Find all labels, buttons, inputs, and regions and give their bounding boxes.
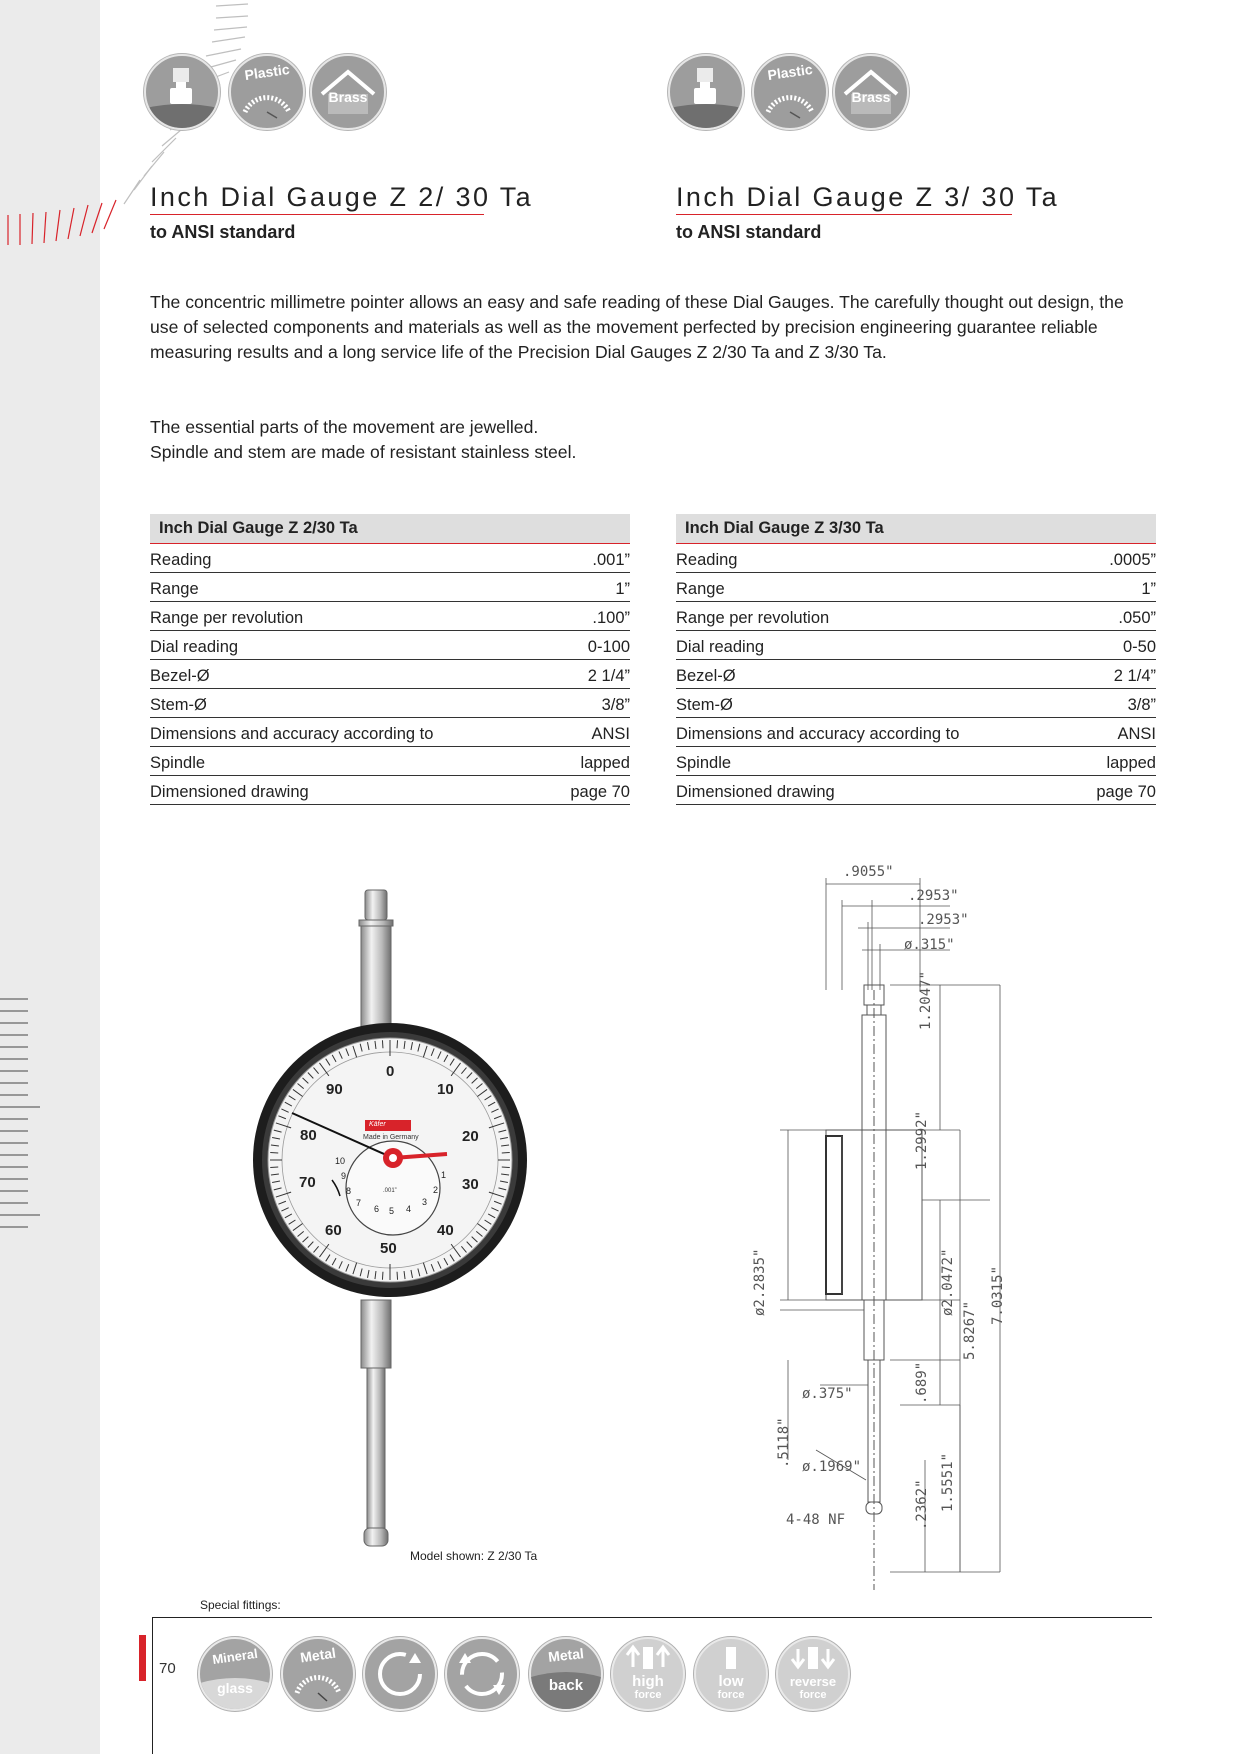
row-value: 3/8” (1127, 696, 1156, 714)
metal-bezel-icon (281, 1637, 355, 1711)
brass-label: Brass (328, 89, 368, 105)
title-underline (150, 214, 484, 215)
row-label: Dial reading (150, 638, 239, 656)
fit-label: force (634, 1689, 662, 1701)
dial-number-40: 40 (437, 1222, 454, 1239)
product-subtitle-z3: to ANSI standard (676, 222, 822, 242)
dial-number-50: 50 (380, 1240, 397, 1257)
spec-table-z3 (676, 514, 1156, 805)
row-value: lapped (580, 754, 630, 772)
row-label: Stem-Ø (676, 696, 733, 714)
dial-gauge-photo (240, 880, 560, 1570)
dial-tick (270, 1167, 278, 1168)
dim-label: ø2.0472" (940, 1248, 956, 1316)
spec-table-title: Inch Dial Gauge Z 3/30 Ta (676, 514, 1156, 544)
row-label: Reading (676, 551, 738, 569)
dim-label: 4-48 NF (786, 1512, 846, 1528)
high-force-icon (611, 1637, 685, 1711)
reading-mark-text: .001” (383, 1188, 397, 1194)
table-row (150, 776, 630, 805)
small-number-7: 7 (356, 1198, 362, 1208)
fit-label: force (799, 1689, 827, 1701)
left-scale-ticks (0, 995, 45, 1235)
dim-label: .2953" (918, 912, 969, 928)
row-value: 2 1/4” (1113, 667, 1156, 685)
mineral-glass-icon (198, 1637, 272, 1711)
product-title-z2: Inch Dial Gauge Z 2/ 30 Ta (150, 182, 534, 212)
small-number-8: 8 (346, 1186, 352, 1196)
row-label: Dimensioned drawing (676, 783, 835, 801)
row-value: lapped (1106, 754, 1156, 772)
fit-label: low (718, 1673, 744, 1690)
dimensioned-drawing (760, 860, 1040, 1590)
brand-text: Käfer (369, 1121, 386, 1128)
dim-label: .2953" (908, 888, 959, 904)
footer-rule (152, 1617, 1152, 1618)
description-paragraph-1: The concentric millimetre pointer allows an easy and safe reading of these Dial Gauges. The carefully thought out design, the use of selected components and materials as well as the movement perfected by precision engineering guarantee reliable measuring results and a long service life of the Precision Dial Gauges Z 2/30 Ta and Z 3/30 Ta. (150, 292, 1124, 362)
description-line-jewelled: The essential parts of the movement are jewelled. (150, 417, 539, 437)
left-margin-band (0, 0, 100, 1754)
dim-label: ø.375" (802, 1386, 853, 1402)
small-number-10: 10 (335, 1156, 346, 1166)
row-label: Dimensions and accuracy according to (676, 725, 960, 743)
row-value: .050” (1118, 609, 1156, 627)
dial-tick (382, 1040, 383, 1048)
dim-label: ø.1969" (802, 1459, 862, 1475)
small-number-6: 6 (374, 1204, 380, 1214)
dial-tick (502, 1152, 510, 1153)
row-label: Bezel-Ø (676, 667, 736, 685)
table-row (676, 747, 1156, 776)
row-label: Dimensions and accuracy according to (150, 725, 434, 743)
row-value: 3/8” (601, 696, 630, 714)
dial-number-20: 20 (462, 1128, 479, 1145)
dim-label: 1.5551" (940, 1452, 956, 1512)
dim-label: .9055" (843, 864, 894, 880)
dial-number-0: 0 (386, 1063, 395, 1080)
dim-label: .689" (914, 1361, 930, 1404)
fit-label: Metal (547, 1645, 585, 1665)
dim-label: .2362" (914, 1479, 930, 1530)
dim-label: ø.315" (904, 937, 955, 953)
row-value: page 70 (1096, 783, 1156, 801)
dial-tick (397, 1040, 398, 1048)
table-row (676, 602, 1156, 631)
row-value: 1” (615, 580, 630, 598)
fit-label: back (548, 1677, 584, 1694)
row-label: Dial reading (676, 638, 765, 656)
row-value: 0-100 (587, 638, 630, 656)
dim-label: ø2.2835" (752, 1248, 768, 1316)
row-value: 1” (1141, 580, 1156, 598)
row-label: Range per revolution (150, 609, 304, 627)
row-label: Dimensioned drawing (150, 783, 309, 801)
small-number-9: 9 (341, 1171, 347, 1181)
dim-label: 7.0315" (990, 1265, 1006, 1325)
table-row (150, 689, 630, 718)
row-value: 0-50 (1122, 638, 1156, 656)
footer-rule-vertical (152, 1617, 153, 1754)
table-row (150, 631, 630, 660)
made-in-text: Made in Germany (363, 1134, 419, 1141)
dim-label: .5118" (776, 1417, 792, 1468)
table-row (150, 573, 630, 602)
dial-tick (502, 1167, 510, 1168)
table-row (150, 718, 630, 747)
description-line-stainless: Spindle and stem are made of resistant stainless steel. (150, 442, 577, 462)
dim-label: 1.2047" (918, 970, 934, 1030)
row-label: Spindle (150, 754, 206, 772)
small-number-2: 2 (433, 1185, 439, 1195)
dial-number-80: 80 (300, 1127, 317, 1144)
table-row (676, 660, 1156, 689)
dim-label: 1.2992" (914, 1110, 930, 1170)
product-subtitle-z2: to ANSI standard (150, 222, 296, 242)
table-row (676, 631, 1156, 660)
spec-table-z2 (150, 514, 630, 805)
dial-tick (270, 1152, 278, 1153)
small-number-5: 5 (389, 1206, 395, 1216)
brass-housing-icon (310, 54, 386, 130)
plastic-bezel-icon (229, 54, 305, 130)
stem-icon (144, 54, 220, 130)
table-row (150, 660, 630, 689)
row-label: Range (676, 580, 725, 598)
rotate-clockwise-icon (363, 1637, 437, 1711)
row-value: .001” (592, 551, 630, 569)
special-fittings-label: Special fittings: (200, 1598, 281, 1612)
table-row (676, 544, 1156, 573)
fit-label: force (717, 1689, 745, 1701)
row-value: ANSI (591, 725, 630, 743)
row-value: 2 1/4” (587, 667, 630, 685)
row-label: Stem-Ø (150, 696, 207, 714)
fit-label: Mineral (211, 1645, 259, 1668)
row-label: Reading (150, 551, 212, 569)
fit-label: glass (217, 1680, 253, 1696)
plastic-label: Plastic (766, 60, 814, 84)
row-label: Range per revolution (676, 609, 830, 627)
product-title-z3: Inch Dial Gauge Z 3/ 30 Ta (676, 182, 1060, 212)
row-label: Bezel-Ø (150, 667, 210, 685)
page-marker (139, 1635, 146, 1681)
row-value: .0005” (1109, 551, 1156, 569)
small-number-4: 4 (406, 1204, 412, 1214)
brass-label: Brass (851, 89, 891, 105)
small-number-3: 3 (422, 1197, 428, 1207)
dial-number-70: 70 (299, 1174, 316, 1191)
table-row (676, 689, 1156, 718)
row-label: Spindle (676, 754, 732, 772)
page-number: 70 (159, 1660, 176, 1677)
stem-icon (668, 54, 744, 130)
table-row (150, 544, 630, 573)
title-underline (676, 214, 1012, 215)
fit-label: reverse (789, 1674, 837, 1689)
table-row (150, 602, 630, 631)
plastic-label: Plastic (243, 60, 291, 84)
dial-number-30: 30 (462, 1176, 479, 1193)
spec-table-title: Inch Dial Gauge Z 2/30 Ta (150, 514, 630, 544)
brass-housing-icon (833, 54, 909, 130)
dial-number-90: 90 (326, 1081, 343, 1098)
dial-number-10: 10 (437, 1081, 454, 1098)
row-value: .100” (592, 609, 630, 627)
dim-label: 5.8267" (962, 1300, 978, 1360)
table-row (676, 776, 1156, 805)
table-row (150, 747, 630, 776)
row-value: ANSI (1117, 725, 1156, 743)
small-number-1: 1 (441, 1170, 447, 1180)
fit-label: high (632, 1673, 664, 1690)
low-force-icon (694, 1637, 768, 1711)
dial-tick (397, 1272, 398, 1280)
table-row (676, 718, 1156, 747)
reverse-force-icon (776, 1637, 850, 1711)
rotate-counterclockwise-icon (445, 1637, 519, 1711)
dial-number-60: 60 (325, 1222, 342, 1239)
fit-label: Metal (299, 1644, 337, 1666)
plastic-bezel-icon (752, 54, 828, 130)
table-row (676, 573, 1156, 602)
dial-tick (382, 1272, 383, 1280)
row-label: Range (150, 580, 199, 598)
row-value: page 70 (570, 783, 630, 801)
metal-back-icon (529, 1637, 603, 1711)
image-caption: Model shown: Z 2/30 Ta (410, 1549, 538, 1563)
